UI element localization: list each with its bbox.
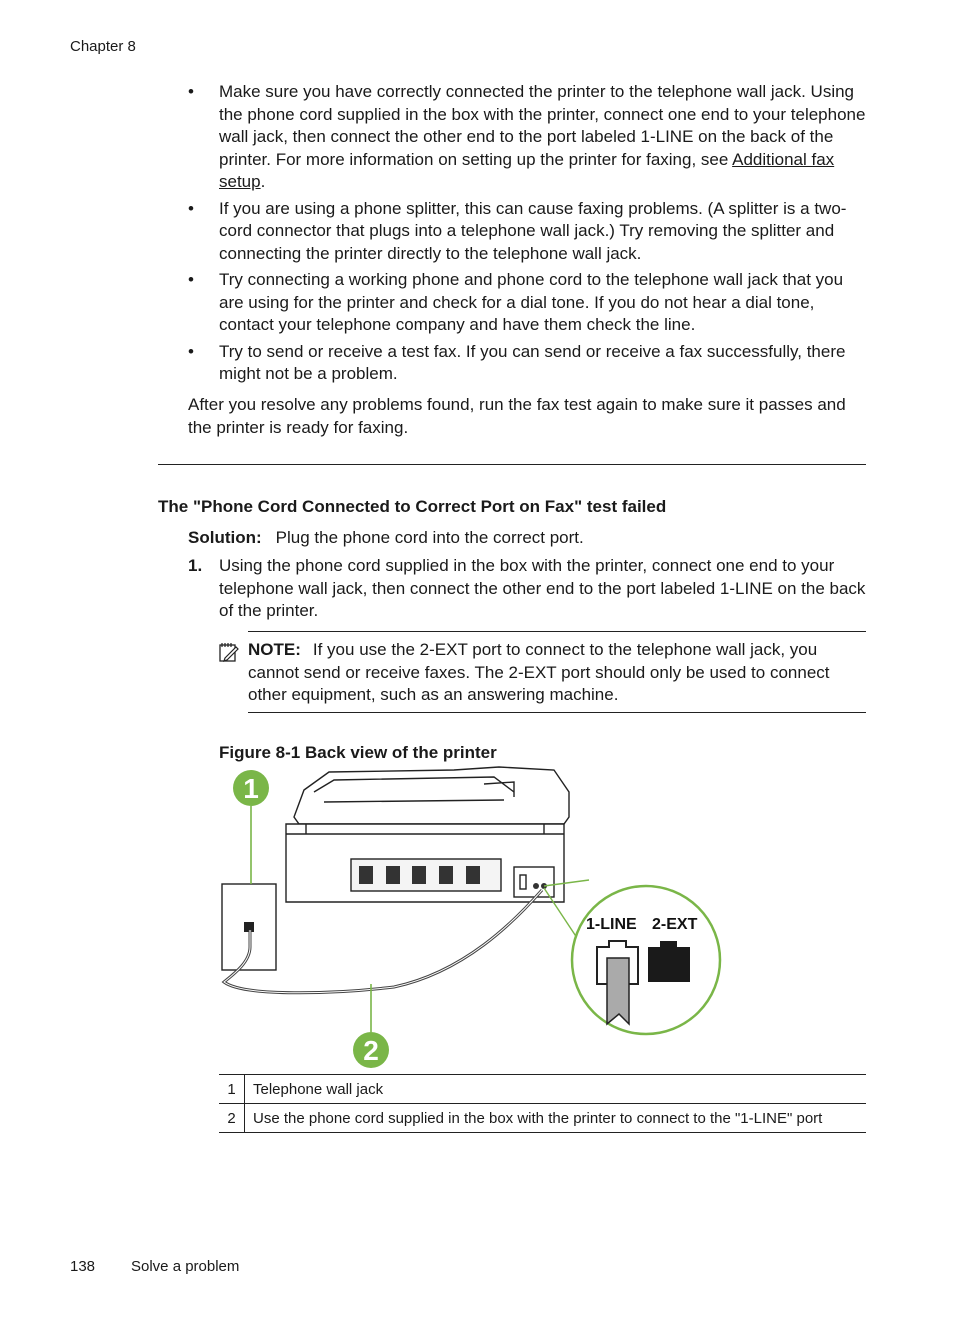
note-text-block <box>248 639 868 707</box>
callout-1-icon <box>233 770 269 806</box>
bullet-item <box>188 81 868 194</box>
step-text: Using the phone cord supplied in the box with the printer, connect one end to your telephone wall jack, then connect the other end to the port labeled 1-LINE on the back of the printer. <box>219 556 866 620</box>
note-text: If you use the 2-EXT port to connect to the telephone wall jack, you cannot send or receive faxes. The 2-EXT port should only be used to connect other equipment, such as an answering machine. <box>248 640 830 704</box>
svg-text:1: 1 <box>243 773 259 804</box>
chapter-label: Chapter 8 <box>70 38 136 55</box>
note-top-rule <box>248 631 866 632</box>
printer-back-view-figure <box>214 762 724 1074</box>
bullet-item <box>188 341 868 386</box>
bullet-text: Try connecting a working phone and phone cord to the telephone wall jack that you are using for the printer and check for a dial tone. If you do not hear a dial tone, contact your telephone company and have them check the line. <box>219 270 844 334</box>
bullet-dot: • <box>188 82 194 101</box>
port-label-1-line: 1-LINE <box>586 916 637 933</box>
bullet-item <box>188 269 868 337</box>
note-bottom-rule <box>248 712 866 713</box>
solution-text: Plug the phone cord into the correct port. <box>275 528 584 547</box>
port-2-ext-icon <box>648 941 690 982</box>
legend-text: Use the phone cord supplied in the box with the printer to connect to the "1-LINE" port <box>245 1104 867 1133</box>
page-number: 138 <box>70 1258 96 1275</box>
bullet-text: Make sure you have correctly connected the printer to the telephone wall jack. Using the phone cord supplied in the box with the printer, connect one end to your telephone wall jack, then connect the other end to the port labeled 1-LINE on the back of the printer. For more information on setting up the printer for faxing, see <box>219 82 866 169</box>
solution-label: Solution: <box>188 528 262 547</box>
section-heading: The "Phone Cord Connected to Correct Port on Fax" test failed <box>158 497 667 516</box>
callout-2-icon <box>353 1032 389 1068</box>
bullet-text-end: . <box>260 172 266 191</box>
bullet-dot: • <box>188 341 194 361</box>
table-row <box>219 1075 866 1104</box>
figure-legend-table <box>219 1074 866 1133</box>
additional-fax-setup-link[interactable]: Additional fax setup <box>219 149 835 191</box>
after-paragraph: After you resolve any problems found, run the fax test again to make sure it passes and the printer is ready for faxing. <box>188 395 846 437</box>
note-icon <box>218 641 240 663</box>
bullet-text: Try to send or receive a test fax. If you can send or receive a fax successfully, there might not be a problem. <box>219 341 846 383</box>
legend-num: 1 <box>219 1075 245 1104</box>
note-label: NOTE: <box>248 640 301 659</box>
port-zoom-circle <box>572 886 720 1034</box>
legend-text: Telephone wall jack <box>245 1075 867 1104</box>
section-divider <box>158 464 866 465</box>
bullet-text: If you are using a phone splitter, this can cause faxing problems. (A splitter is a two-cord connector that plugs into a telephone wall jack.) Try removing the splitter and connecting the printer directly to the telephone wall jack. <box>219 198 847 263</box>
figure-caption: Figure 8-1 Back view of the printer <box>219 743 497 762</box>
troubleshooting-bullet-list <box>188 81 868 390</box>
table-row <box>219 1104 866 1133</box>
bullet-dot: • <box>188 270 194 289</box>
port-label-2-ext: 2-EXT <box>652 916 698 933</box>
solution-line <box>188 528 584 548</box>
legend-num: 2 <box>219 1104 245 1133</box>
printer-illustration <box>286 767 569 902</box>
footer-section-title: Solve a problem <box>131 1258 240 1275</box>
svg-text:2: 2 <box>363 1035 379 1066</box>
bullet-item <box>188 198 868 266</box>
bullet-dot: • <box>188 198 194 218</box>
step-number: 1. <box>188 556 203 575</box>
